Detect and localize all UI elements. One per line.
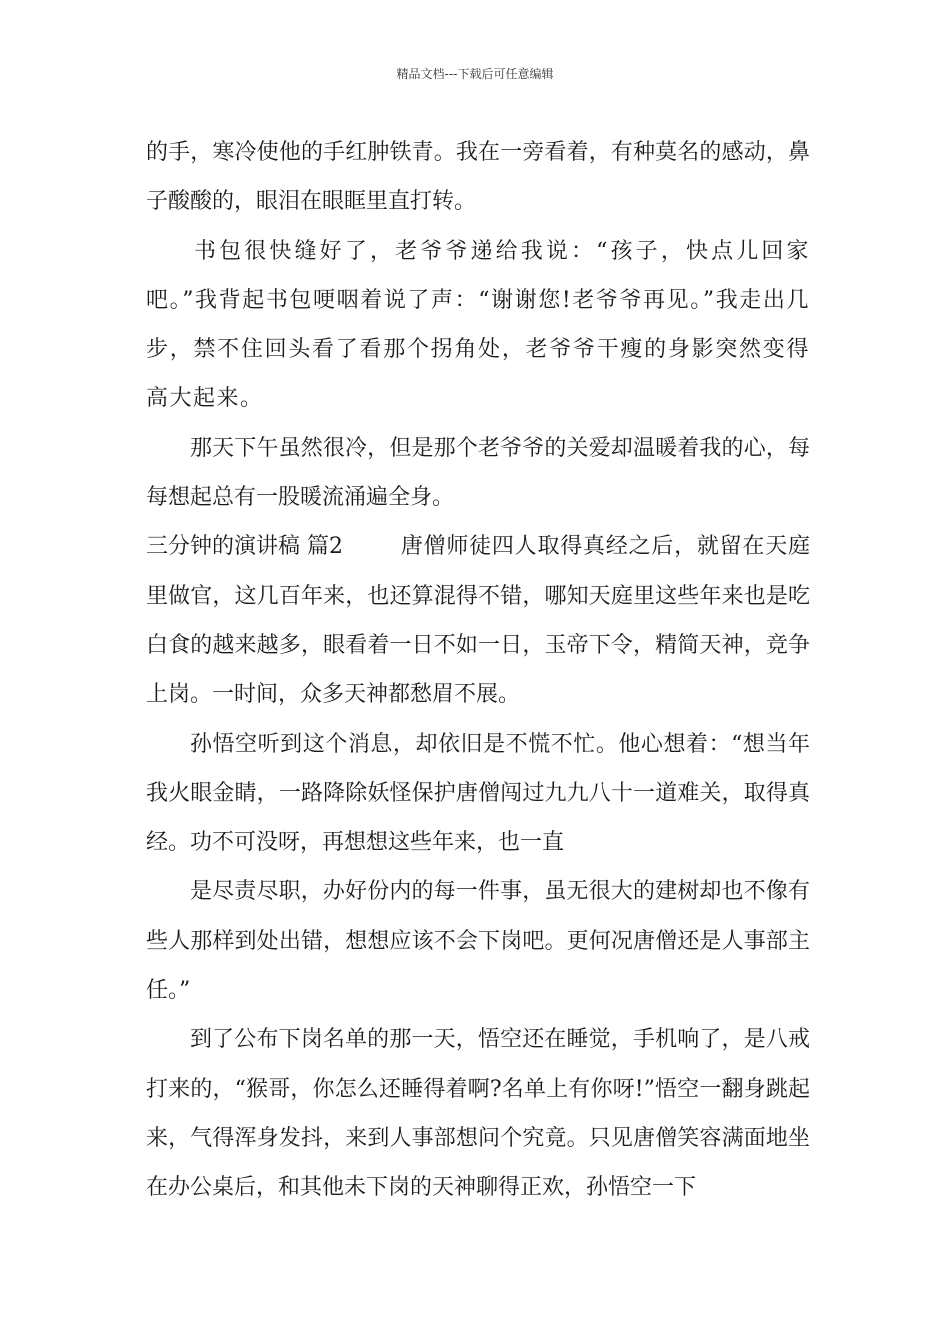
section-paragraph xyxy=(146,522,810,719)
paragraph: 那天下午虽然很冷，但是那个老爷爷的关爱却温暖着我的心，每每想起总有一股暖流涌遍全身。 xyxy=(146,435,810,511)
section-text: 唐僧师徒四人取得真经之后，就留在天庭里做官，这几百年来，也还算混得不错，哪知天庭里这些年来也是吃白食的越来越多，眼看着一日不如一日，玉帝下令，精简天神，竞争上岗。一时间，众多天神都愁眉不展。 xyxy=(146,534,810,708)
page-header: 精品文档---下载后可任意编辑 xyxy=(396,67,554,81)
paragraph: 孙悟空听到这个消息，却依旧是不慌不忙。他心想着：“想当年我火眼金睛，一路降除妖怪保护唐僧闯过九九八十一道难关，取得真经。功不可没呀，再想想这些年来，也一直 xyxy=(146,731,810,856)
paragraph: 到了公布下岗名单的那一天，悟空还在睡觉，手机响了，是八戒打来的，“猴哥，你怎么还睡得着啊?名单上有你呀!”悟空一翻身跳起来，气得浑身发抖，来到人事部想问个究竟。只见唐僧笑容满面地坐在办公桌后，和其他未下岗的天神聊得正欢，孙悟空一下 xyxy=(146,1027,810,1201)
section-title: 三分钟的演讲稿 篇2 xyxy=(146,534,343,560)
document-body xyxy=(146,128,810,1213)
paragraph: 的手，寒冷使他的手红肿铁青。我在一旁看着，有种莫名的感动，鼻子酸酸的，眼泪在眼眶里直打转。 xyxy=(146,140,810,215)
paragraph: 是尽责尽职，办好份内的每一件事，虽无很大的建树却也不像有些人那样到处出错，想想应该不会下岗吧。更何况唐僧还是人事部主任。” xyxy=(146,879,810,1004)
paragraph: 书包很快缝好了，老爷爷递给我说：“孩子，快点儿回家吧。”我背起书包哽咽着说了声：“谢谢您!老爷爷再见。”我走出几步，禁不住回头看了看那个拐角处，老爷爷干瘦的身影突然变得高大起来。 xyxy=(146,238,810,412)
